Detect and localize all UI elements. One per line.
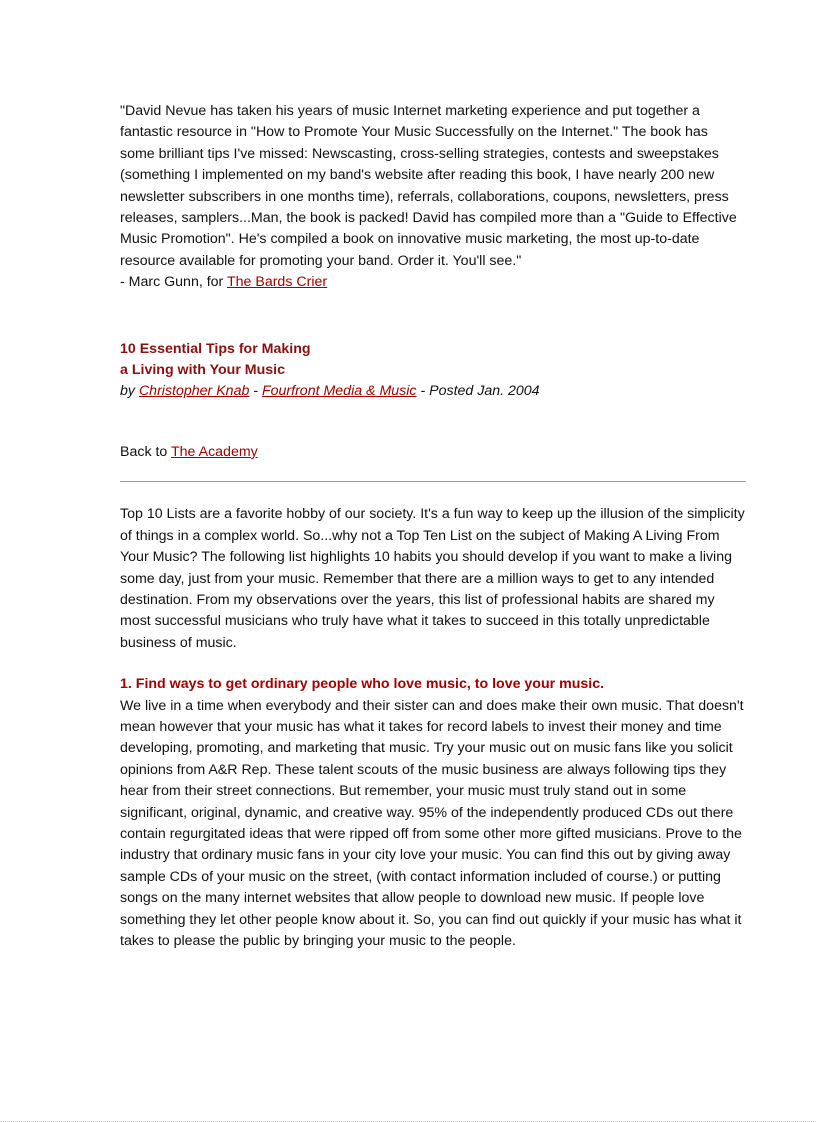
- article-title-line-1: 10 Essential Tips for Making: [120, 340, 311, 357]
- byline-separator: -: [249, 383, 262, 400]
- page-bottom-edge: [0, 1121, 816, 1122]
- author-link[interactable]: Christopher Knab: [138, 383, 250, 400]
- tip-1-body: We live in a time when everybody and their sister can and does make their own music. That doesn't mean however that your music has what it takes for record labels to invest their money and time developing, promoting, and marketing that music. Try your music out on music fans like you solicit opinions from A&R Rep. These talent scouts of the music business are always following tips they hear from their street connections. But remember, your music must truly stand out in some significant, original, dynamic, and creative way. 95% of the independently produced CDs out there contain regurgitated ideas that were ripped off from some other more gifted musicians. Prove to the industry that ordinary music fans in your city love your music. You can find this out by giving away sample CDs of your music on the street, (with contact information included of course.) or putting songs on the many internet websites that allow people to download new music. If people love something they let other people know about it. So, you can find out quickly if your music has what it takes to please the public by bringing your music to the people.: [120, 697, 744, 949]
- intro-paragraph: Top 10 Lists are a favorite hobby of our society. It's a fun way to keep up the illusion of the simplicity of things in a complex world. So...why not a Top Ten List on the subject of Making A Living From Your Music? The following list highlights 10 habits you should develop if you want to make a living some day, just from your music. Remember that there are a million ways to get to any intended destination. From my observations over the years, this list of professional habits are shared my most successful musicians who truly have what it takes to succeed in this totally unpredictable business of music.: [120, 506, 745, 651]
- article-title-line-2: a Living with Your Music: [120, 362, 286, 379]
- testimonial-quote: "David Nevue has taken his years of music Internet marketing experience and put together a fantastic resource in "How to Promote Your Music Successfully on the Internet." The book has some brilliant tips I've missed: Newscasting, cross-selling strategies, contests and sweepstakes (something I implemented on my band's website after reading this book, I have nearly 200 new newsletter subscribers in one months time), referrals, collaborations, coupons, newsletters, press releases, samplers...Man, the book is packed! David has compiled more than a "Guide to Effective Music Promotion". He's compiled a book on innovative music marketing, the most up-to-date resource available for promoting your band. Order it. You'll see.": [120, 103, 737, 269]
- byline-prefix: by: [120, 383, 139, 400]
- publisher-link[interactable]: Fourfront Media & Music: [261, 383, 417, 400]
- article-byline: [120, 381, 746, 402]
- attribution-prefix: - Marc Gunn, for: [120, 274, 227, 291]
- bards-crier-link[interactable]: The Bards Crier: [226, 274, 328, 291]
- page-content: [120, 101, 746, 952]
- tip-1-heading: 1. Find ways to get ordinary people who love music, to love your music.: [120, 676, 605, 693]
- article-title: [120, 339, 746, 382]
- academy-link[interactable]: The Academy: [171, 443, 258, 460]
- testimonial-attribution: [120, 272, 746, 293]
- back-navigation: [120, 442, 746, 463]
- section-divider: [120, 481, 746, 482]
- back-prefix: Back to: [120, 443, 171, 460]
- posted-date: - Posted Jan. 2004: [416, 383, 540, 400]
